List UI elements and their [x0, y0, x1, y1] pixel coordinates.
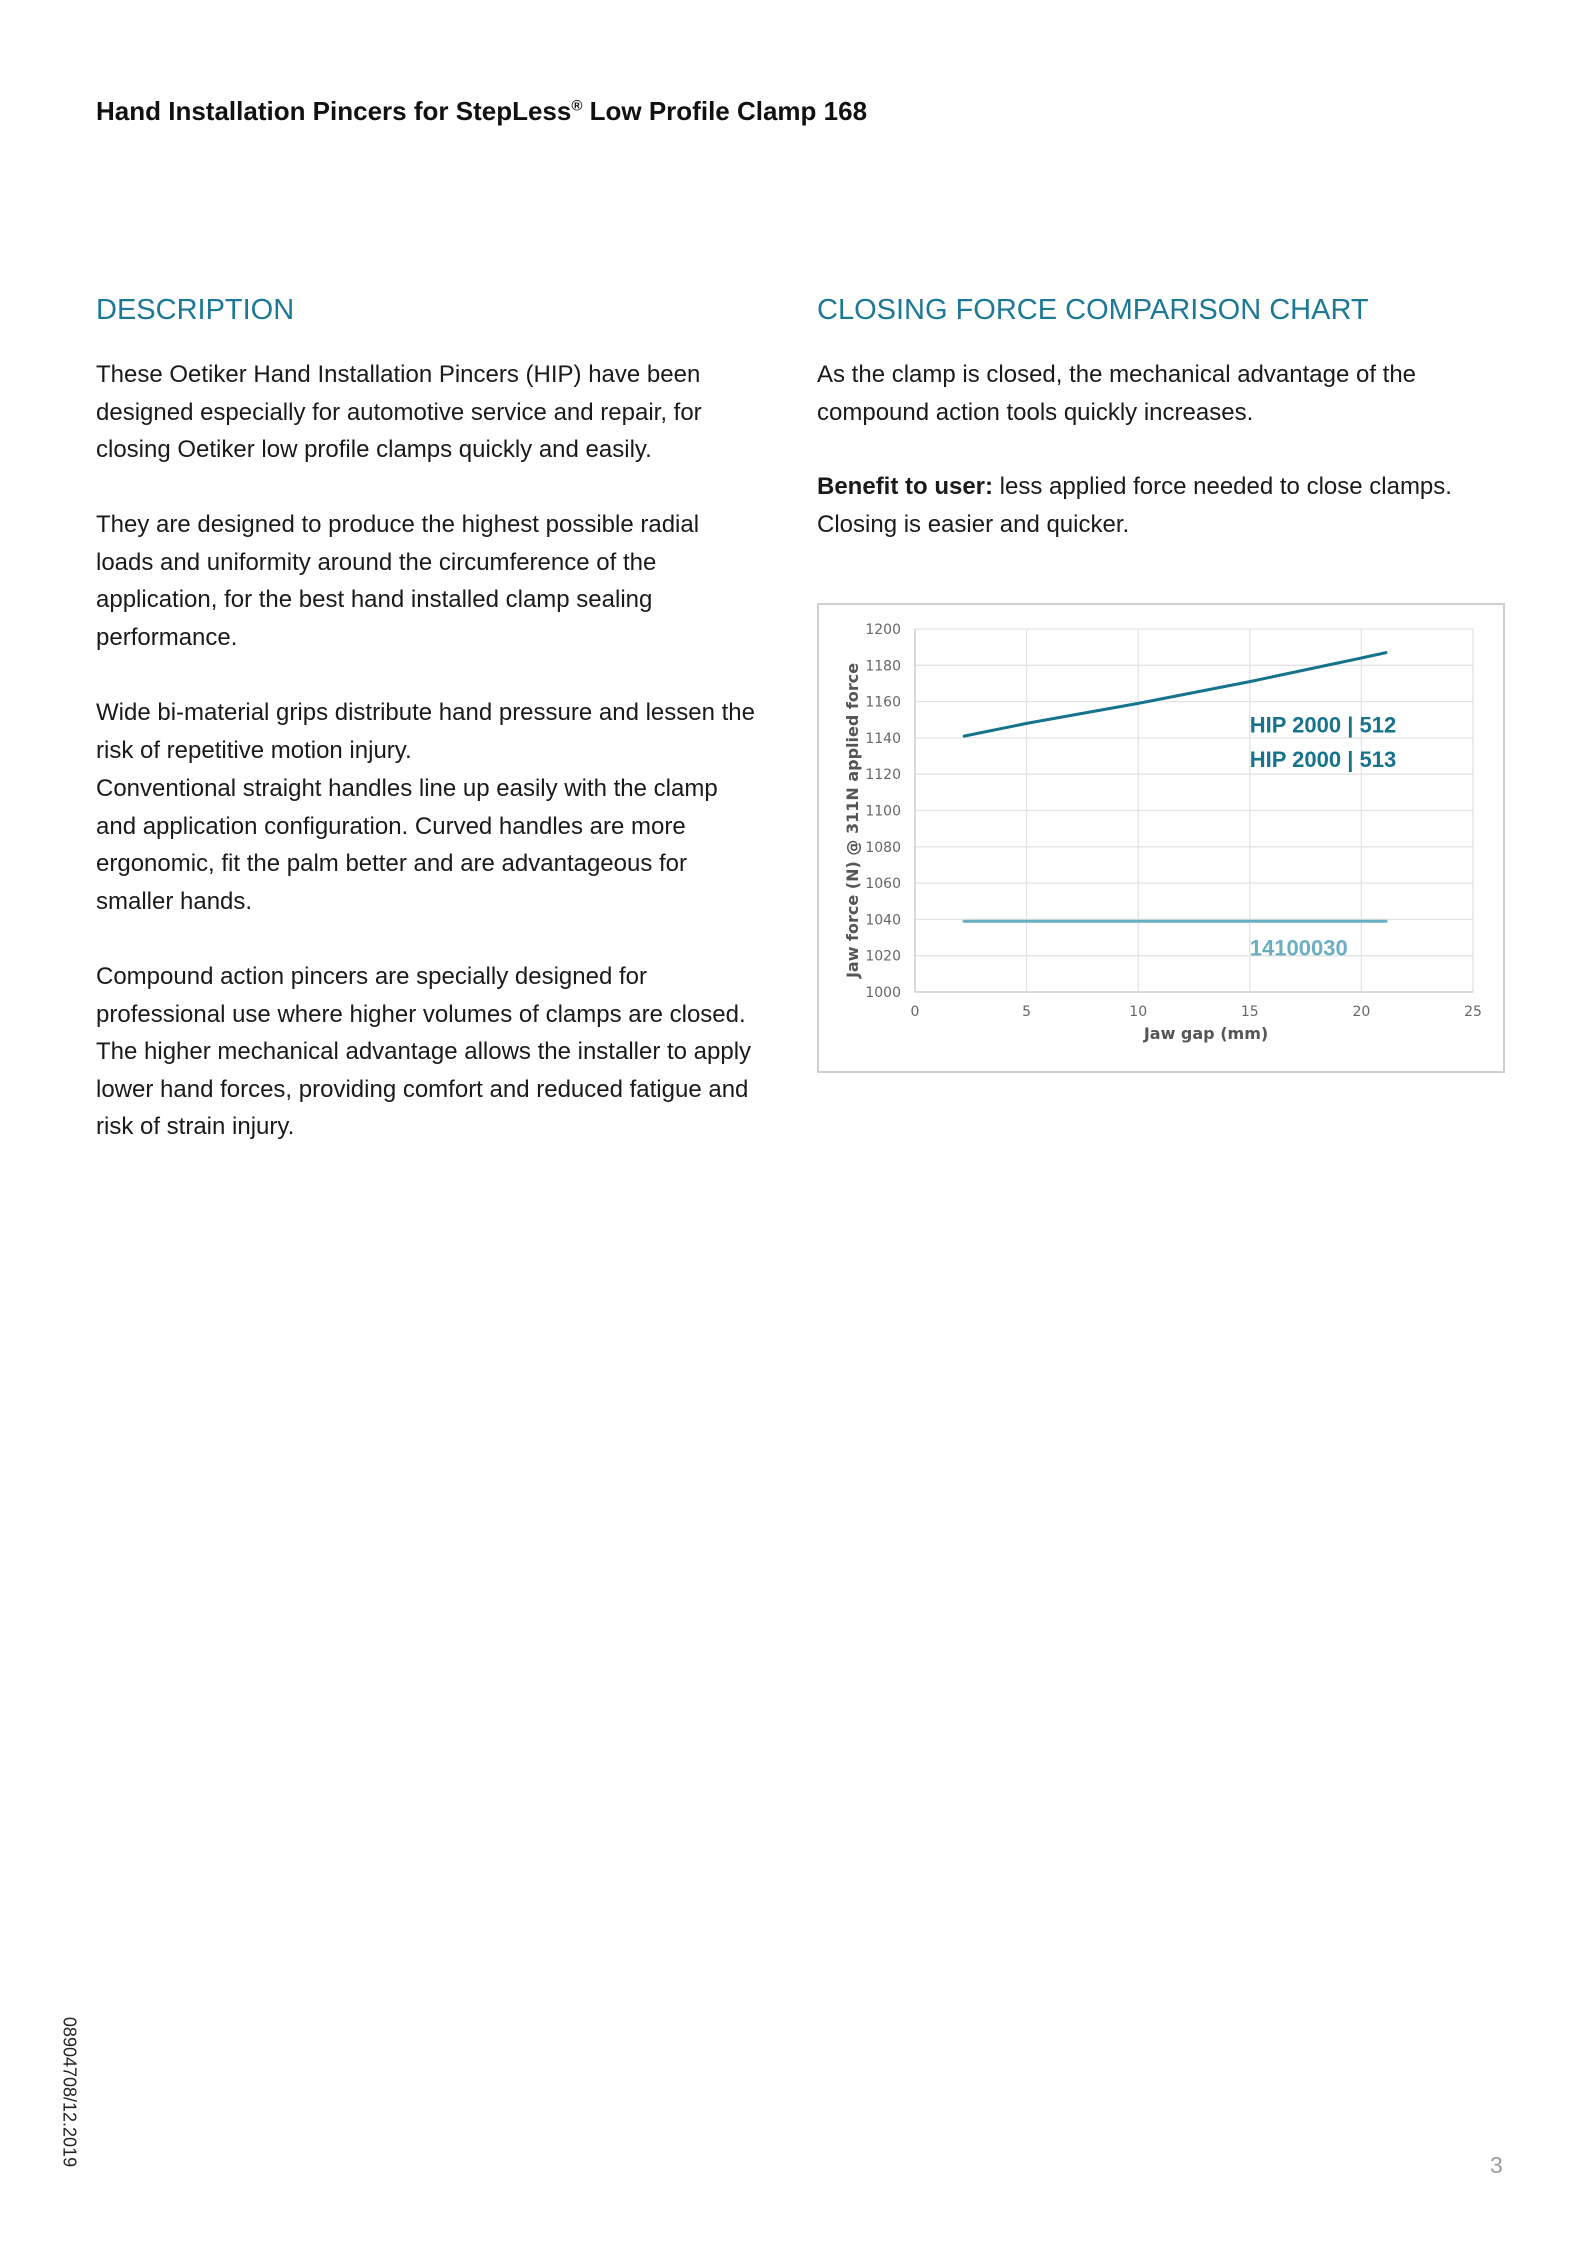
chart-section-heading: CLOSING FORCE COMPARISON CHART — [817, 294, 1369, 326]
y-tick-label-5: 1100 — [865, 803, 901, 820]
y-axis-label: Jaw force (N) @ 311N applied force — [843, 662, 862, 979]
page-title — [96, 96, 867, 127]
description-paragraph-2: They are designed to produce the highest possible radial loads and uniformity around the circumference of the application, for the best hand installed clamp sealing performance. — [96, 511, 700, 651]
x-tick-label-2: 10 — [1129, 1004, 1148, 1020]
closing-force-chart — [817, 603, 1505, 1073]
chart-axes — [843, 622, 1482, 1043]
benefit-label: Benefit to user: — [817, 473, 994, 500]
chart-grid — [915, 629, 1473, 992]
chart-labels — [1250, 712, 1396, 960]
y-tick-label-6: 1120 — [865, 767, 901, 784]
registered-mark: ® — [571, 97, 583, 115]
chart-series — [964, 653, 1386, 922]
x-axis-label: Jaw gap (mm) — [1143, 1024, 1269, 1043]
y-tick-label-9: 1180 — [865, 658, 901, 675]
series-label-1-0: 14100030 — [1249, 935, 1348, 961]
y-tick-label-7: 1140 — [865, 730, 901, 747]
x-tick-label-3: 15 — [1240, 1004, 1259, 1020]
chart-svg — [819, 605, 1503, 1071]
chart-intro-paragraph: As the clamp is closed, the mechanical advantage of the compound action tools quickly increases. — [817, 361, 1417, 426]
y-tick-label-10: 1200 — [865, 622, 901, 638]
title-suffix: Low Profile Clamp 168 — [582, 96, 868, 126]
document-code-text: 08904708/12.2019 — [59, 2016, 80, 2168]
x-tick-label-0: 0 — [910, 1004, 920, 1020]
description-paragraph-1: These Oetiker Hand Installation Pincers (HIP) have been designed especially for automotive service and repair, for closing Oetiker low profile clamps quickly and easily. — [96, 361, 702, 464]
x-tick-label-4: 20 — [1352, 1004, 1371, 1020]
series-label-0-0: HIP 2000 | 512 — [1249, 712, 1397, 738]
description-paragraph-4: Conventional straight handles line up easily with the clamp and application configuration. Curved handles are more ergonomic, fit the palm better and are advantageous for smaller hands. — [96, 775, 718, 915]
x-tick-label-5: 25 — [1464, 1004, 1482, 1020]
series-label-0-1: HIP 2000 | 513 — [1249, 746, 1397, 772]
description-paragraph-5: Compound action pincers are specially designed for professional use where higher volumes of clamps are closed. The higher mechanical advantage allows the installer to apply lower hand forces, providing comfort and reduced fatigue and risk of strain injury. — [96, 963, 752, 1141]
benefit-paragraph — [817, 468, 1497, 543]
description-paragraph-3: Wide bi-material grips distribute hand pressure and lessen the risk of repetitive motion injury. — [96, 699, 756, 764]
y-tick-label-3: 1060 — [865, 876, 901, 893]
page-number: 3 — [1490, 2152, 1503, 2178]
y-tick-label-1: 1020 — [865, 948, 901, 965]
benefit-text: less applied force needed to close clamps. Closing is easier and quicker. — [817, 473, 1452, 538]
description-heading: DESCRIPTION — [96, 294, 295, 326]
x-tick-label-1: 5 — [1022, 1004, 1032, 1020]
title-prefix: Hand Installation Pincers for StepLess — [96, 96, 572, 126]
y-tick-label-8: 1160 — [865, 694, 901, 711]
y-tick-label-2: 1040 — [865, 912, 901, 929]
y-tick-label-4: 1080 — [865, 839, 901, 856]
document-code — [58, 2012, 80, 2172]
y-tick-label-0: 1000 — [865, 985, 901, 1001]
